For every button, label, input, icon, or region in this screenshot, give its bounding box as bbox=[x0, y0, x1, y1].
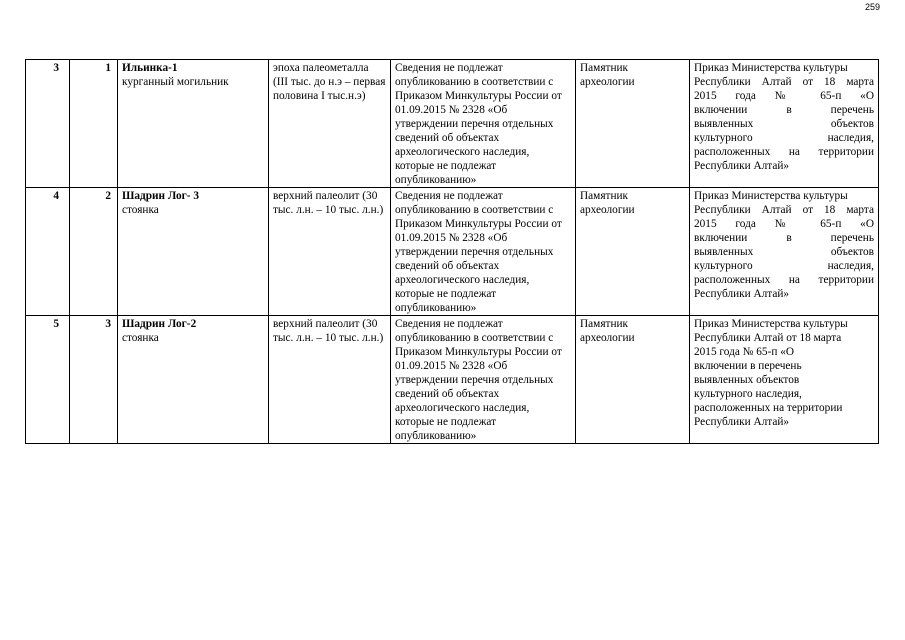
row-sub-index: 2 bbox=[70, 188, 118, 316]
row-index: 3 bbox=[26, 60, 70, 188]
row-index: 4 bbox=[26, 188, 70, 316]
document-line: Республики Алтай от 18 марта bbox=[694, 332, 842, 344]
document-line: выявленных объектов bbox=[694, 118, 874, 130]
document-line: расположенных на территории bbox=[694, 146, 874, 158]
location-cell: Сведения не подлежат опубликованию в соответствии с Приказом Минкультуры России от 01.09.2015 № 2328 «Об утверждении перечня отдельных сведений об объектах археологического наследия, которые не подлежат опубликованию» bbox=[391, 60, 576, 188]
site-name: Шадрин Лог- 3 bbox=[122, 190, 200, 202]
site-type: курганный могильник bbox=[122, 76, 229, 88]
heritage-registry-table bbox=[25, 59, 879, 444]
document-line: культурного наследия, bbox=[694, 388, 802, 400]
location-cell: Сведения не подлежат опубликованию в соответствии с Приказом Минкультуры России от 01.09.2015 № 2328 «Об утверждении перечня отдельных сведений об объектах археологического наследия, которые не подлежат опубликованию» bbox=[391, 188, 576, 316]
site-name-cell bbox=[118, 188, 269, 316]
document-line: 2015 года № 65-п «О bbox=[694, 218, 874, 230]
document-line: расположенных на территории bbox=[694, 274, 874, 286]
document-line: культурного наследия, bbox=[694, 260, 874, 272]
document-line: Приказ Министерства культуры bbox=[694, 318, 848, 330]
document-line: культурного наследия, bbox=[694, 132, 874, 144]
document-line: Республики Алтай» bbox=[694, 416, 790, 428]
site-name: Шадрин Лог-2 bbox=[122, 318, 197, 330]
document-line: 2015 года № 65-п «О bbox=[694, 346, 795, 358]
document-line: выявленных объектов bbox=[694, 246, 874, 258]
table-row bbox=[26, 60, 879, 188]
table-row bbox=[26, 316, 879, 444]
site-type: стоянка bbox=[122, 204, 159, 216]
document-line: включении в перечень bbox=[694, 104, 874, 116]
dating-cell: эпоха палеометалла (III тыс. до н.э – первая половина I тыс.н.э) bbox=[269, 60, 391, 188]
document-line: Республики Алтай от 18 марта bbox=[694, 76, 874, 88]
page-number: 259 bbox=[864, 2, 880, 12]
document-line: включении в перечень bbox=[694, 360, 802, 372]
document-cell bbox=[690, 60, 879, 188]
category-cell: Памятник археологии bbox=[576, 188, 690, 316]
row-sub-index: 3 bbox=[70, 316, 118, 444]
document-line: Республики Алтай» bbox=[694, 288, 790, 300]
location-cell: Сведения не подлежат опубликованию в соответствии с Приказом Минкультуры России от 01.09.2015 № 2328 «Об утверждении перечня отдельных сведений об объектах археологического наследия, которые не подлежат опубликованию» bbox=[391, 316, 576, 444]
dating-cell: верхний палеолит (30 тыс. л.н. – 10 тыс. л.н.) bbox=[269, 316, 391, 444]
row-index: 5 bbox=[26, 316, 70, 444]
site-name-cell bbox=[118, 60, 269, 188]
document-cell bbox=[690, 316, 879, 444]
document-line: Республики Алтай от 18 марта bbox=[694, 204, 874, 216]
document-line: Приказ Министерства культуры bbox=[694, 62, 848, 74]
site-name-cell bbox=[118, 316, 269, 444]
site-name: Ильинка-1 bbox=[122, 62, 178, 74]
document-line: 2015 года № 65-п «О bbox=[694, 90, 874, 102]
document-line: расположенных на территории bbox=[694, 402, 843, 414]
document-line: Приказ Министерства культуры bbox=[694, 190, 848, 202]
dating-cell: верхний палеолит (30 тыс. л.н. – 10 тыс. л.н.) bbox=[269, 188, 391, 316]
document-cell bbox=[690, 188, 879, 316]
site-type: стоянка bbox=[122, 332, 159, 344]
document-line: включении в перечень bbox=[694, 232, 874, 244]
document-line: Республики Алтай» bbox=[694, 160, 790, 172]
document-line: выявленных объектов bbox=[694, 374, 800, 386]
category-cell: Памятник археологии bbox=[576, 316, 690, 444]
category-cell: Памятник археологии bbox=[576, 60, 690, 188]
row-sub-index: 1 bbox=[70, 60, 118, 188]
table-row bbox=[26, 188, 879, 316]
